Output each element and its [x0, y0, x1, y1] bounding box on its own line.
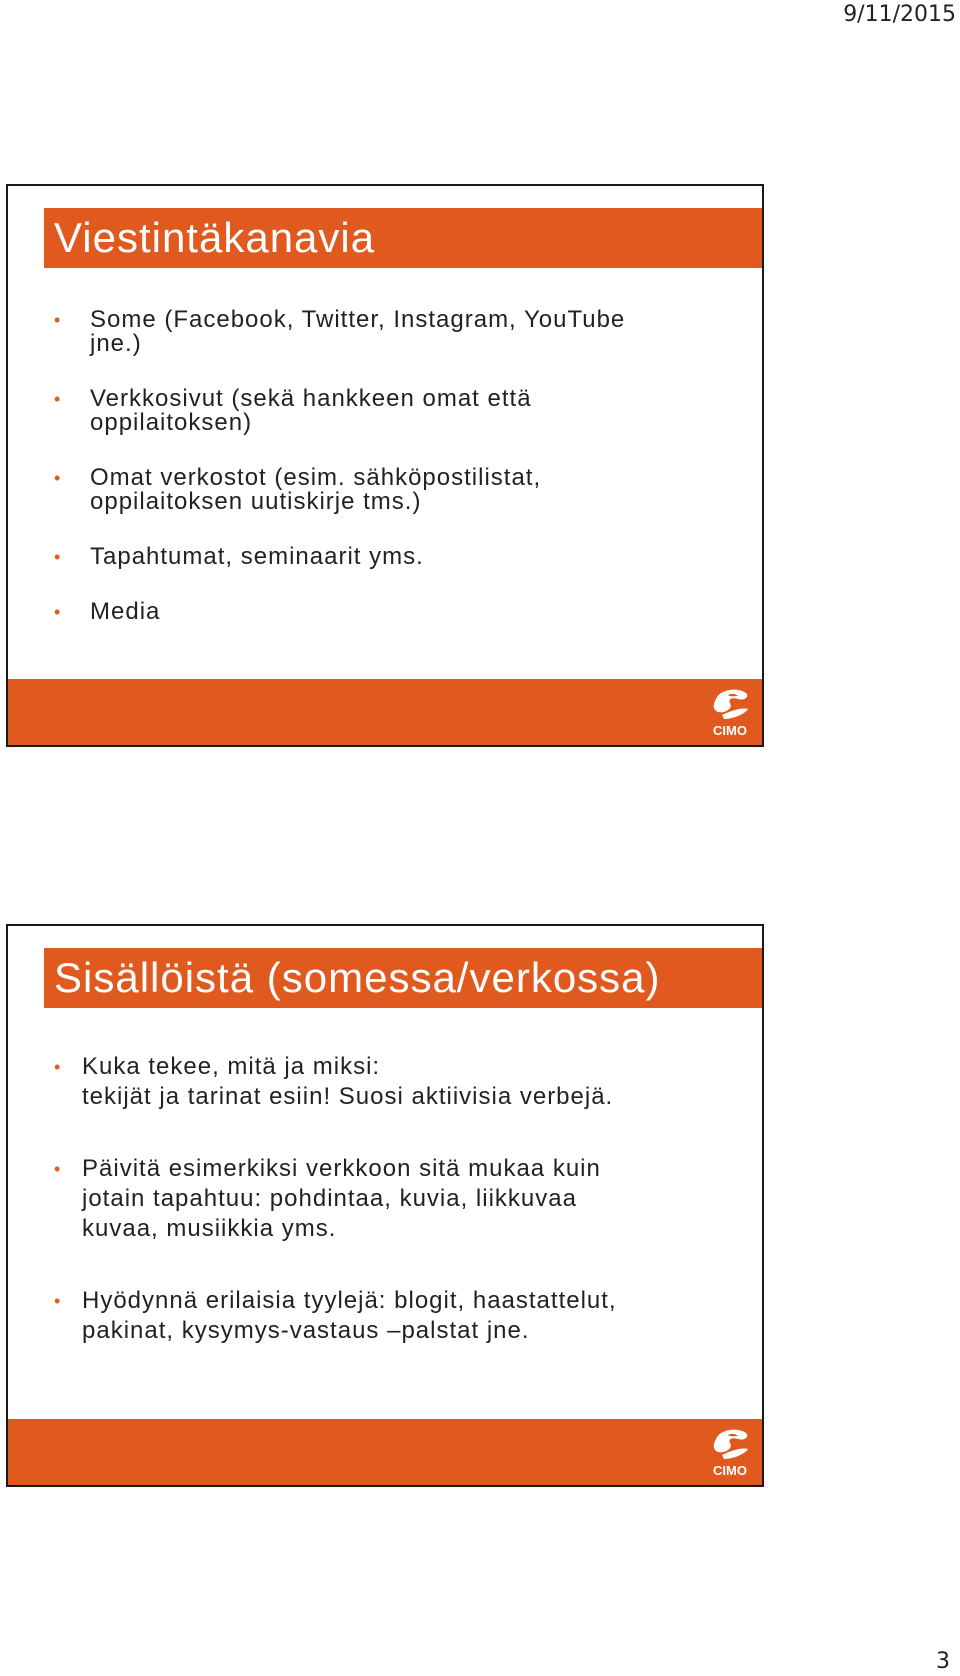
bullet-list	[54, 308, 714, 655]
slide-title: Viestintäkanavia	[54, 214, 376, 261]
list-item	[54, 308, 714, 356]
svg-text:CIMO: CIMO	[713, 1463, 747, 1478]
bullet-text: Tapahtumat, seminaarit yms.	[90, 543, 424, 570]
bullet-text: Media	[90, 598, 161, 625]
cimo-logo-icon	[708, 1425, 752, 1479]
bullet-text: Päivitä esimerkiksi verkkoon sitä mukaa kuin jotain tapahtuu: pohdintaa, kuvia, liikkuvaa kuvaa, musiikkia yms.	[82, 1155, 601, 1242]
slide-footer-bar	[8, 1419, 762, 1485]
page-date: 9/11/2015	[843, 2, 956, 27]
slide-sisalloista	[6, 924, 764, 1487]
bullet-dot-icon: •	[54, 468, 62, 488]
bullet-text: Kuka tekee, mitä ja miksi: tekijät ja tarinat esiin! Suosi aktiivisia verbejä.	[82, 1053, 614, 1110]
slide-title: Sisällöistä (somessa/verkossa)	[54, 954, 661, 1001]
bullet-dot-icon: •	[54, 389, 62, 409]
bullet-dot-icon: •	[54, 1159, 62, 1179]
list-item	[54, 1286, 734, 1346]
bullet-list	[54, 1052, 734, 1388]
bullet-text: Verkkosivut (sekä hankkeen omat että oppilaitoksen)	[90, 385, 532, 436]
bullet-dot-icon: •	[54, 1291, 62, 1311]
bullet-dot-icon: •	[54, 602, 62, 622]
list-item	[54, 387, 714, 435]
cimo-logo-icon	[708, 685, 752, 739]
slide-title-bar	[44, 208, 764, 268]
bullet-text: Omat verkostot (esim. sähköpostilistat, oppilaitoksen uutiskirje tms.)	[90, 464, 542, 515]
list-item	[54, 600, 714, 624]
bullet-dot-icon: •	[54, 547, 62, 567]
slide-title-bar	[44, 948, 764, 1008]
bullet-dot-icon: •	[54, 310, 62, 330]
slide-viestintakanavia	[6, 184, 764, 747]
slide-footer-bar	[8, 679, 762, 745]
list-item	[54, 466, 714, 514]
bullet-text: Some (Facebook, Twitter, Instagram, YouTube jne.)	[90, 306, 626, 357]
svg-text:CIMO: CIMO	[713, 723, 747, 738]
list-item	[54, 1154, 734, 1244]
list-item	[54, 1052, 734, 1112]
bullet-text: Hyödynnä erilaisia tyylejä: blogit, haastattelut, pakinat, kysymys-vastaus –palstat jne.	[82, 1287, 617, 1344]
page-number: 3	[936, 1649, 950, 1674]
list-item	[54, 545, 714, 569]
bullet-dot-icon: •	[54, 1057, 62, 1077]
